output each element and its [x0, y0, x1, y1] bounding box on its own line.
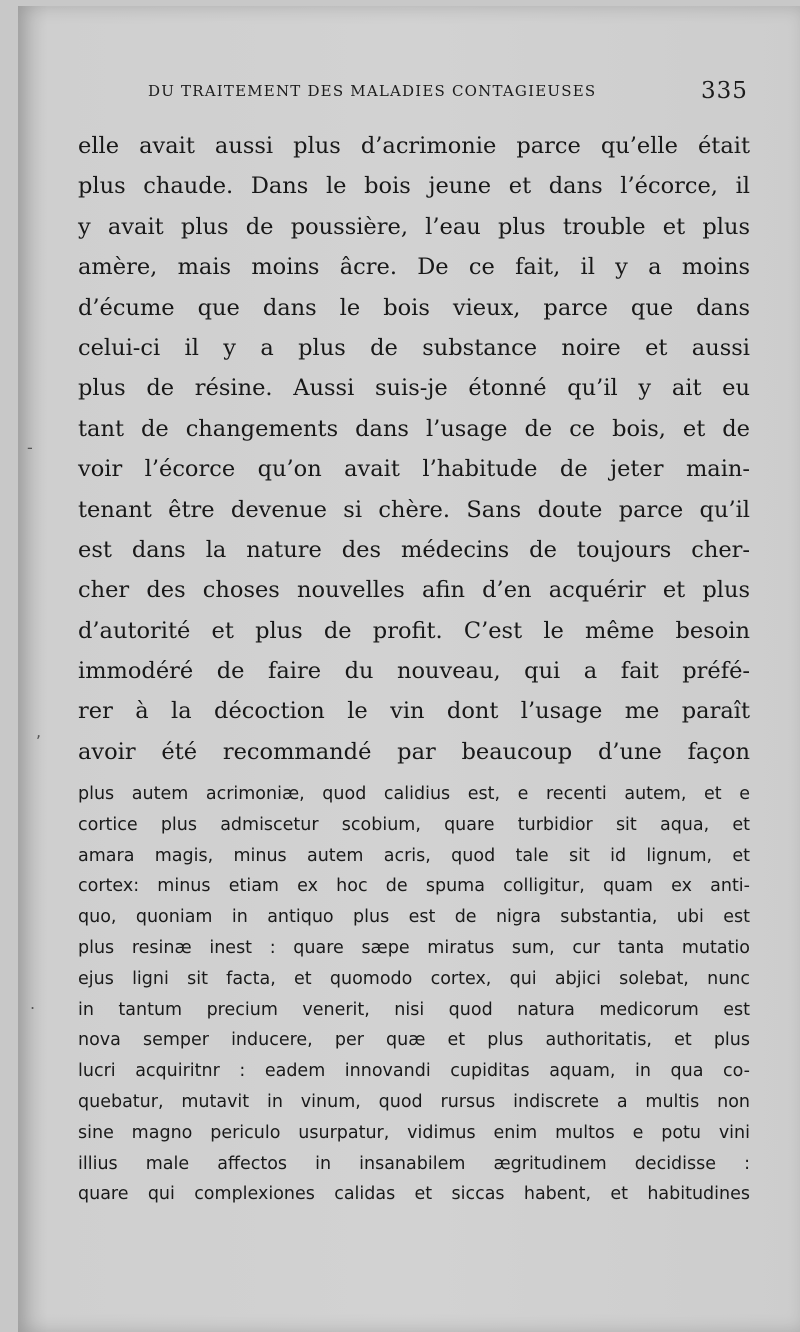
running-head [148, 78, 768, 110]
page-number: 335 [701, 78, 748, 104]
text-line: avoir été recommandé par beaucoup d’une façon [78, 738, 750, 765]
text-line: d’autorité et plus de profit. C’est le même besoin [78, 617, 750, 644]
text-line: tenant être devenue si chère. Sans doute parce qu’il [78, 496, 750, 523]
footnote-line: nova semper inducere, per quæ et plus authoritatis, et plus [78, 1030, 750, 1051]
text-line: rer à la décoction le vin dont l’usage me paraît [78, 698, 750, 725]
text-line: cher des choses nouvelles afin d’en acquérir et plus [78, 577, 750, 604]
footnote-line: cortex: minus etiam ex hoc de spuma colligitur, quam ex anti- [78, 876, 750, 897]
margin-comma-mark: , [36, 722, 42, 741]
footnote-line: quo, quoniam in antiquo plus est de nigra substantia, ubi est [78, 907, 750, 928]
footnote-line: ejus ligni sit facta, et quomodo cortex, qui abjici solebat, nunc [78, 968, 750, 989]
footnote-line: sine magno periculo usurpatur, vidimus enim multos e potu vini [78, 1122, 750, 1143]
footnote-line: lucri acquiritnr : eadem innovandi cupiditas aquam, in qua co- [78, 1061, 750, 1082]
footnote-line: plus autem acrimoniæ, quod calidius est, e recenti autem, et e [78, 784, 750, 804]
text-line: immodéré de faire du nouveau, qui a fait préfé- [78, 658, 750, 685]
french-translation-text [78, 126, 750, 772]
text-line: est dans la nature des médecins de toujours cher- [78, 536, 750, 563]
margin-dash-mark: - [27, 438, 33, 457]
footnote-line: in tantum precium venerit, nisi quod natura medicorum est [78, 999, 750, 1020]
text-line: d’écume que dans le bois vieux, parce que dans [78, 294, 750, 321]
margin-dot-mark: . [30, 994, 36, 1013]
footnote-line: cortice plus admiscetur scobium, quare turbidior sit aqua, et [78, 814, 750, 835]
latin-source-text [78, 779, 750, 1210]
footnote-line: quebatur, mutavit in vinum, quod rursus indiscrete a multis non [78, 1091, 750, 1112]
text-line: plus chaude. Dans le bois jeune et dans l’écorce, il [78, 173, 750, 200]
text-line: elle avait aussi plus d’acrimonie parce qu’elle était [78, 133, 750, 159]
text-line: y avait plus de poussière, l’eau plus trouble et plus [78, 213, 750, 240]
footnote-line: amara magis, minus autem acris, quod tale sit id lignum, et [78, 845, 750, 866]
text-line: amère, mais moins âcre. De ce fait, il y a moins [78, 254, 750, 281]
text-line: tant de changements dans l’usage de ce bois, et de [78, 415, 750, 442]
text-line: plus de résine. Aussi suis-je étonné qu’il y ait eu [78, 375, 750, 402]
footnote-line: illius male affectos in insanabilem ægritudinem decidisse : [78, 1153, 750, 1174]
running-title: DU TRAITEMENT DES MALADIES CONTAGIEUSES [148, 82, 597, 100]
footnote-line: plus resinæ inest : quare sæpe miratus sum, cur tanta mutatio [78, 937, 750, 958]
text-line: celui-ci il y a plus de substance noire et aussi [78, 334, 750, 361]
footnote-line: quare qui complexiones calidas et siccas habent, et habitudines [78, 1184, 750, 1205]
text-line: voir l’écorce qu’on avait l’habitude de jeter main- [78, 456, 750, 483]
